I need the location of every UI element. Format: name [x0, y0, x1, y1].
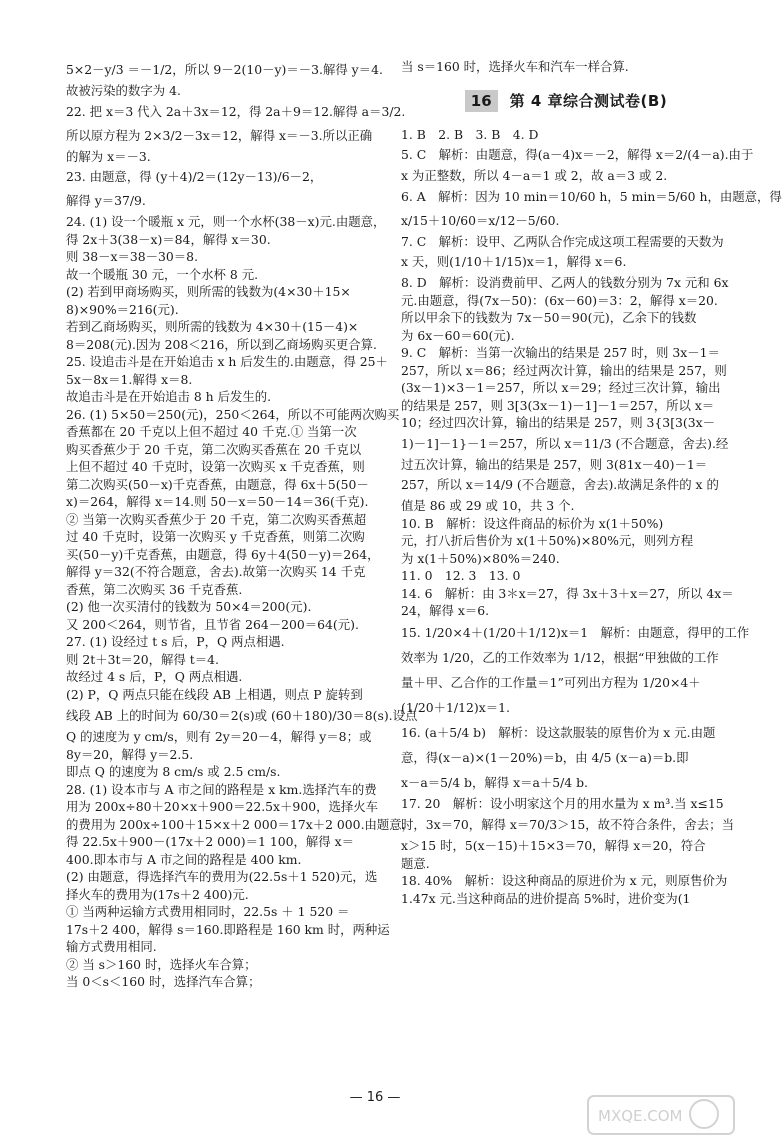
- svg-text:MXQE.COM: MXQE.COM: [598, 1107, 683, 1125]
- left-answer-line: 22. 把 x＝3 代入 2a＋3x＝12，得 2a＋9＝12.解得 a＝3/2.: [66, 103, 406, 119]
- right-answer-line: 效率为 1/20，乙的工作效率为 1/12，根据“甲独做的工作: [401, 649, 719, 665]
- right-answer-line: 量＋甲、乙合作的工作量＝1”可列出方程为 1/20×4＋: [401, 674, 701, 690]
- left-answer-line: 25. 设追击斗是在开始追击 x h 后发生的.由题意，得 25＋: [66, 354, 388, 369]
- right-answer-line: 的结果是 257，则 3[3(3x－1)－1]－1＝257，所以 x＝: [401, 397, 715, 413]
- page-number: — 16 —: [349, 1090, 401, 1105]
- left-answer-line: 所以原方程为 2×3/2－3x＝12，解得 x＝－3.所以正确: [66, 127, 373, 143]
- left-answer-line: 又 200＜264，则节省，且节省 264－200＝64(元).: [66, 616, 359, 632]
- left-answer-line: x)＝264，解得 x＝14.则 50－x＝50－14＝36(千克).: [66, 494, 369, 509]
- right-answer-line: 为 6x－60＝60(元).: [401, 327, 515, 343]
- right-answer-line: 1.47x 元.当这种商品的进价提高 5%时，进价变为(1: [401, 890, 691, 906]
- right-answers: [401, 126, 782, 908]
- left-answer-line: 解得 y＝32(不符合题意，舍去).故第一次购买 14 千克: [66, 564, 366, 579]
- right-answer-line: 15. 1/20×4＋(1/20＋1/12)x＝1 解析：由题意，得甲的工作: [401, 624, 750, 640]
- left-answer-line: 用为 200x÷80＋20×x＋900＝22.5x＋900，选择火车: [66, 799, 379, 814]
- left-answer-line: ② 当第一次购买香蕉少于 20 千克，第二次购买香蕉超: [66, 511, 367, 527]
- left-answer-line: 8y＝20，解得 y＝2.5.: [66, 746, 194, 762]
- left-answer-line: 的费用为 200x÷100＋15×x＋2 000＝17x＋2 000.由题意，: [66, 816, 415, 832]
- left-answer-line: (2) 他一次买清付的钱数为 50×4＝200(元).: [66, 599, 312, 614]
- right-answer-line: 257，所以 x＝86；经过两次计算，输出的结果是 257，则: [401, 362, 727, 378]
- section-number: 16: [465, 90, 498, 112]
- right-answer-line: 元.由题意，得(7x－50)：(6x－60)＝3：2，解得 x＝20.: [401, 292, 718, 308]
- left-answer-line: 5x－8x＝1.解得 x＝8.: [66, 371, 193, 387]
- right-answer-line: 所以甲余下的钱数为 7x－50＝90(元)，乙余下的钱数: [401, 310, 697, 325]
- right-answer-line: 24，解得 x＝6.: [401, 603, 490, 618]
- left-answer-line: 17s＋2 400，解得 s＝160.即路程是 160 km 时，两种运: [66, 921, 390, 937]
- right-answer-line: (3x－1)×3－1＝257，所以 x＝29；经过三次计算，输出: [401, 380, 721, 395]
- right-answer-line: 10. B 解析：设这件商品的标价为 x(1＋50%): [401, 515, 664, 531]
- left-answer-line: 过 40 千克时，设第一次购买 y 千克香蕉，则第二次购: [66, 529, 365, 544]
- left-answer-line: 输方式费用相同.: [66, 939, 157, 954]
- section-header: [401, 90, 731, 112]
- left-answer-line: 购买香蕉少于 20 千克，第二次购买香蕉在 20 千克以: [66, 441, 362, 457]
- left-answer-line: 香蕉，第二次购买 36 千克香蕉.: [66, 581, 243, 597]
- right-answer-line: 7. C 解析：设甲、乙两队合作完成这项工程需要的天数为: [401, 233, 724, 249]
- right-answer-line: x＞15 时，5(x－15)＋15×3＝70，解得 x＝20，符合: [401, 838, 706, 853]
- left-answer-line: 8)×90%＝216(元).: [66, 301, 179, 317]
- right-answer-line: 257，所以 x＝14/9 (不合题意，舍去).故满足条件的 x 的: [401, 477, 719, 492]
- right-answer-line: 16. (a＋5/4 b) 解析：设这款服装的原售价为 x 元.由题: [401, 724, 716, 740]
- right-top-line: 当 s＝160 时，选择火车和汽车一样合算.: [401, 59, 629, 74]
- watermark-logo: [586, 1092, 736, 1138]
- left-answer-line: (2) 由题意，得选择汽车的费用为(22.5s＋1 520)元，选: [66, 869, 378, 884]
- left-answer-line: 28. (1) 设本市与 A 市之间的路程是 x km.选择汽车的费: [66, 781, 377, 797]
- left-answer-line: ① 当两种运输方式费用相同时，22.5s ＋ 1 520 ＝: [66, 904, 350, 919]
- right-answer-line: 14. 6 解析：由 3＊x＝27，得 3x＋3＋x＝27，所以 4x＝: [401, 585, 734, 601]
- left-answer-line: 400.即本市与 A 市之间的路程是 400 km.: [66, 851, 302, 867]
- right-answer-line: 1)－1]－1}－1＝257，所以 x＝11/3 (不合题意，舍去).经: [401, 435, 729, 451]
- right-answer-line: 元，打八折后售价为 x(1＋50%)×80%元，则列方程: [401, 533, 694, 548]
- left-answer-line: 故追击斗是在开始追击 8 h 后发生的.: [66, 389, 272, 404]
- left-answer-line: (2) 若到甲商场购买，则所需的钱数为(4×30＋15×: [66, 284, 351, 299]
- left-answer-line: 27. (1) 设经过 t s 后，P，Q 两点相遇.: [66, 634, 285, 649]
- right-answer-line: 过五次计算，输出的结果是 257，则 3(81x－40)－1＝: [401, 456, 708, 472]
- left-answer-line: 故经过 4 s 后，P，Q 两点相遇.: [66, 669, 243, 684]
- right-answer-line: x－a＝5/4 b，解得 x＝a＋5/4 b.: [401, 774, 588, 790]
- right-answer-line: 值是 86 或 29 或 10，共 3 个.: [401, 498, 575, 513]
- left-answer-line: 即点 Q 的速度为 8 cm/s 或 2.5 cm/s.: [66, 764, 281, 779]
- left-answer-line: 择火车的费用为(17s＋2 400)元.: [66, 886, 249, 902]
- right-answer-line: 17. 20 解析：设小明家这个月的用水量为 x m³.当 x≤15: [401, 795, 724, 811]
- right-answer-line: x/15＋10/60＝x/12－5/60.: [401, 212, 560, 228]
- left-answer-line: 当 0＜s＜160 时，选择汽车合算；: [66, 974, 261, 989]
- left-answer-line: 故一个暖瓶 30 元，一个水杯 8 元.: [66, 266, 259, 282]
- left-answer-line: 5×2－y/3 ＝－1/2，所以 9－2(10－y)＝－3.解得 y＝4.: [66, 62, 383, 77]
- right-answer-line: 5. C 解析：由题意，得(a－4)x＝－2，解得 x＝2/(4－a).由于: [401, 147, 754, 162]
- left-answer-line: 23. 由题意，得 (y＋4)/2＝(12y－13)/6－2，: [66, 169, 323, 184]
- left-answer-line: 24. (1) 设一个暖瓶 x 元，则一个水杯(38－x)元.由题意，: [66, 214, 386, 229]
- right-answer-line: 11. 0 12. 3 13. 0: [401, 568, 521, 583]
- right-answer-line: 1. B 2. B 3. B 4. D: [401, 126, 539, 142]
- left-answer-line: 线段 AB 上的时间为 60/30＝2(s)或 (60＋180)/30＝8(s).设点: [66, 708, 418, 723]
- left-answer-line: 若到乙商场购买，则所需的钱数为 4×30＋(15－4)×: [66, 319, 359, 334]
- right-answer-line: x 为正整数，所以 4－a＝1 或 2，故 a＝3 或 2.: [401, 168, 668, 183]
- left-answer-line: 得 2x＋3(38－x)＝84，解得 x＝30.: [66, 231, 271, 247]
- right-answer-line: 题意.: [401, 855, 430, 871]
- left-answer-line: (2) P，Q 两点只能在线段 AB 上相遇，则点 P 旋转到: [66, 686, 363, 702]
- left-answer-line: 的解为 x＝－3.: [66, 148, 151, 164]
- right-answer-line: 意，得(x－a)×(1－20%)＝b，由 4/5 (x－a)＝b.即: [401, 749, 689, 765]
- section-title: 第 4 章综合测试卷(B): [509, 92, 668, 110]
- left-answer-line: 8＝208(元).因为 208＜216，所以到乙商场购买更合算.: [66, 336, 377, 352]
- right-answer-line: 18. 40% 解析：设这种商品的原进价为 x 元，则原售价为: [401, 873, 728, 888]
- right-answer-line: 为 x(1＋50%)×80%＝240.: [401, 550, 560, 566]
- left-answer-line: 香蕉都在 20 千克以上但不超过 40 千克.① 当第一次: [66, 424, 357, 439]
- left-answer-line: 26. (1) 5×50＝250(元)，250＜264，所以不可能两次购买: [66, 406, 400, 422]
- left-answer-line: 上但不超过 40 千克时，设第一次购买 x 千克香蕉，则: [66, 459, 365, 474]
- right-answer-line: x 天，则(1/10＋1/15)x＝1，解得 x＝6.: [401, 254, 627, 269]
- left-answer-line: ② 当 s＞160 时，选择火车合算；: [66, 956, 257, 972]
- left-answer-line: 解得 y＝37/9.: [66, 193, 146, 208]
- right-answer-line: 时，3x＝70，解得 x＝70/3＞15，故不符合条件，舍去；当: [401, 817, 734, 832]
- left-answer-line: Q 的速度为 y cm/s，则有 2y＝20－4，解得 y＝8；或: [66, 729, 372, 744]
- left-answer-line: 买(50－y)千克香蕉，由题意，得 6y＋4(50－y)＝264，: [66, 546, 380, 562]
- right-answer-line: 8. D 解析：设消费前甲、乙两人的钱数分别为 7x 元和 6x: [401, 275, 729, 290]
- left-answer-line: 第二次购买(50－x)千克香蕉，由题意，得 6x＋5(50－: [66, 476, 369, 492]
- left-column: [66, 58, 418, 991]
- left-answer-line: 故被污染的数字为 4.: [66, 83, 181, 98]
- left-answer-line: 则 38－x＝38－30＝8.: [66, 249, 199, 264]
- right-answer-line: (1/20＋1/12)x＝1.: [401, 699, 510, 715]
- right-answer-line: 10；经过四次计算，输出的结果是 257，则 3{3[3(3x－: [401, 415, 716, 430]
- right-answer-line: 9. C 解析：当第一次输出的结果是 257 时，则 3x－1＝: [401, 345, 720, 360]
- left-answer-line: 则 2t＋3t＝20，解得 t＝4.: [66, 651, 219, 667]
- right-column: [401, 58, 782, 907]
- right-answer-line: 6. A 解析：因为 10 min＝10/60 h，5 min＝5/60 h，由题意，得: [401, 188, 782, 204]
- left-answer-line: 得 22.5x＋900－(17x＋2 000)＝1 100，解得 x＝: [66, 834, 354, 849]
